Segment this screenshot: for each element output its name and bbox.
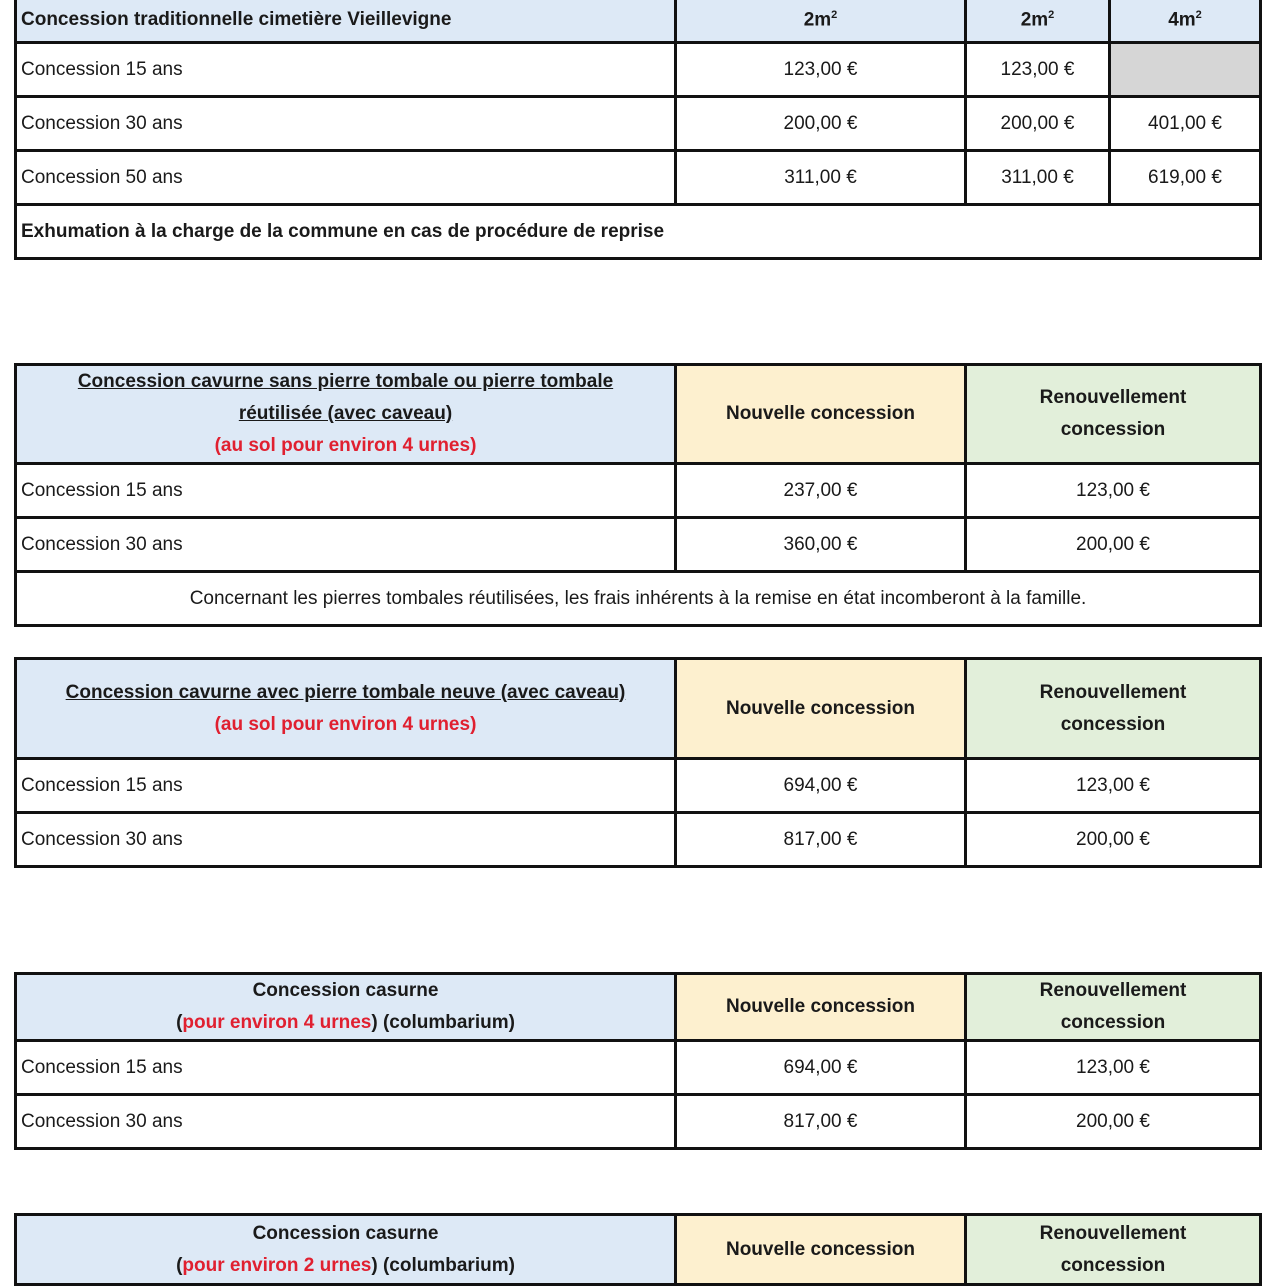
price-cell: 619,00 € (1110, 151, 1261, 205)
price-cell: 694,00 € (676, 1041, 966, 1095)
row-label: Concession 15 ans (16, 464, 676, 518)
table-traditional-concession (14, 0, 1262, 260)
price-cell: 817,00 € (676, 813, 966, 867)
column-header-new: Nouvelle concession (676, 659, 966, 759)
table-row (16, 43, 1261, 97)
price-cell: 200,00 € (966, 813, 1261, 867)
price-cell: 817,00 € (676, 1095, 966, 1149)
table-row (16, 813, 1261, 867)
table-row (16, 464, 1261, 518)
row-label: Concession 30 ans (16, 518, 676, 572)
column-header-new: Nouvelle concession (676, 365, 966, 464)
row-label: Concession 15 ans (16, 1041, 676, 1095)
table-row (16, 518, 1261, 572)
column-header-renewal: Renouvellement concession (966, 365, 1261, 464)
table-note: Concernant les pierres tombales réutilisées, les frais inhérents à la remise en état incomberont à la famille. (16, 572, 1261, 626)
row-label: Concession 30 ans (16, 1095, 676, 1149)
table-title: Concession casurne (pour environ 2 urnes) (columbarium) (16, 1215, 676, 1285)
table-row (16, 151, 1261, 205)
table-cavurne-new-stone (14, 657, 1262, 868)
price-cell: 401,00 € (1110, 97, 1261, 151)
table-note: Exhumation à la charge de la commune en cas de procédure de reprise (16, 205, 1261, 259)
price-cell: 123,00 € (966, 759, 1261, 813)
row-label: Concession 30 ans (16, 813, 676, 867)
column-header-new: Nouvelle concession (676, 1215, 966, 1285)
price-cell: 311,00 € (676, 151, 966, 205)
price-cell: 123,00 € (676, 43, 966, 97)
table-title: Concession traditionnelle cimetière Vieillevigne (16, 0, 676, 43)
price-cell: 360,00 € (676, 518, 966, 572)
column-header-2m-a: $2m^2$ (676, 0, 966, 43)
column-header-renewal: Renouvellement concession (966, 659, 1261, 759)
price-cell: 200,00 € (676, 97, 966, 151)
row-label: Concession 50 ans (16, 151, 676, 205)
table-cavurne-reused-stone (14, 363, 1262, 627)
column-header-2m-b: $2m^2$ (966, 0, 1110, 43)
price-cell: 123,00 € (966, 43, 1110, 97)
table-title: Concession cavurne sans pierre tombale ou pierre tombale réutilisée (avec caveau) (au sol pour environ 4 urnes) (16, 365, 676, 464)
row-label: Concession 15 ans (16, 759, 676, 813)
price-cell: 694,00 € (676, 759, 966, 813)
table-title: Concession casurne (pour environ 4 urnes) (columbarium) (16, 974, 676, 1041)
price-cell: 311,00 € (966, 151, 1110, 205)
price-cell: 200,00 € (966, 97, 1110, 151)
column-header-new: Nouvelle concession (676, 974, 966, 1041)
price-cell: 123,00 € (966, 464, 1261, 518)
table-title: Concession cavurne avec pierre tombale neuve (avec caveau) (au sol pour environ 4 urnes) (16, 659, 676, 759)
price-cell: 200,00 € (966, 518, 1261, 572)
table-casurne-4-urns (14, 972, 1262, 1150)
empty-cell (1110, 43, 1261, 97)
price-cell: 123,00 € (966, 1041, 1261, 1095)
price-cell: 237,00 € (676, 464, 966, 518)
table-row (16, 97, 1261, 151)
table-row (16, 1095, 1261, 1149)
table-row (16, 759, 1261, 813)
column-header-renewal: Renouvellement concession (966, 974, 1261, 1041)
column-header-4m: $4m^2$ (1110, 0, 1261, 43)
row-label: Concession 30 ans (16, 97, 676, 151)
table-casurne-2-urns (14, 1213, 1262, 1286)
price-cell: 200,00 € (966, 1095, 1261, 1149)
column-header-renewal: Renouvellement concession (966, 1215, 1261, 1285)
table-row (16, 1041, 1261, 1095)
row-label: Concession 15 ans (16, 43, 676, 97)
